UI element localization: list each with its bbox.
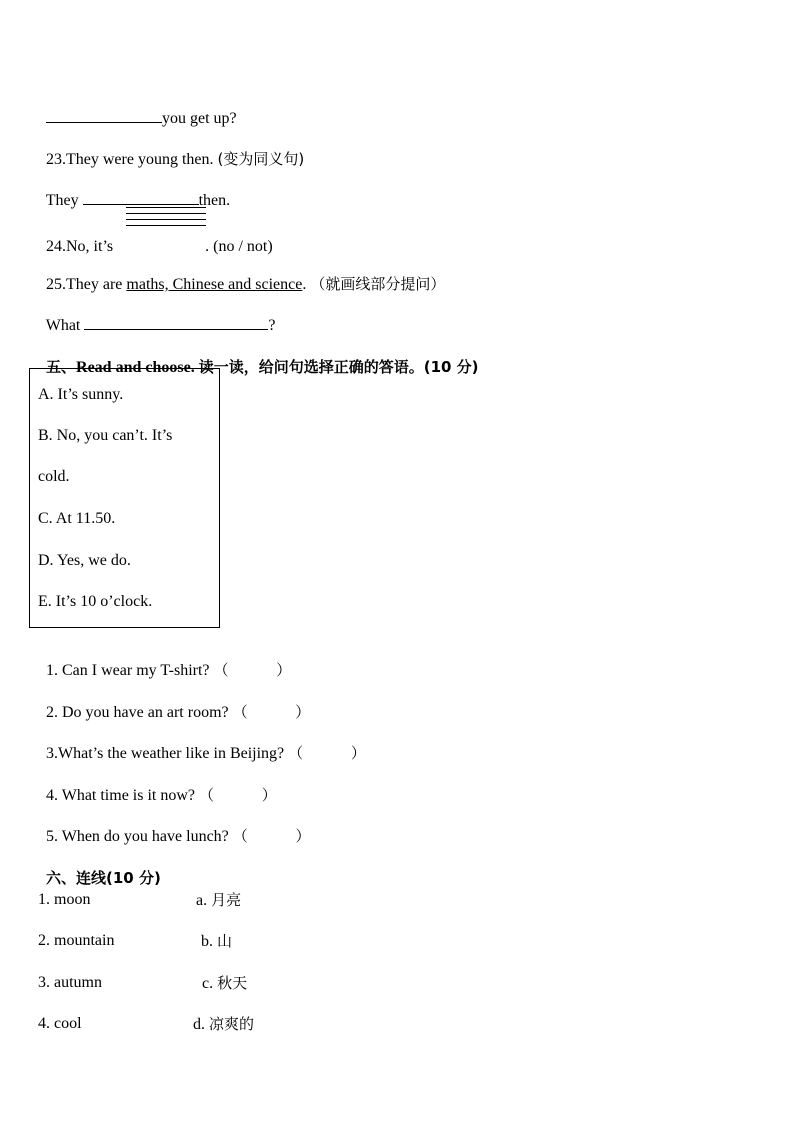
q25-answer-start: What xyxy=(45,317,81,334)
answer-paren[interactable]: （ ） xyxy=(232,827,311,845)
q23-answer-end: then. xyxy=(198,192,231,209)
match-left-2[interactable]: 2. mountain xyxy=(38,932,115,949)
q23-hint: (变为同义句) xyxy=(217,150,305,168)
match-meaning: 凉爽的 xyxy=(209,1015,255,1033)
option-b: B. No, you can’t. It’s xyxy=(38,427,173,444)
q23-text: 23.They were young then. xyxy=(46,151,214,168)
q24-text: 24.No, it’s xyxy=(46,238,114,255)
match-meaning: 秋天 xyxy=(217,974,248,992)
answer-paren[interactable]: （ ） xyxy=(199,786,277,804)
answer-blank[interactable] xyxy=(83,190,199,205)
question-text: 3.What’s the weather like in Beijing? xyxy=(46,745,285,762)
match-right-c[interactable] xyxy=(202,973,247,994)
answer-blank[interactable] xyxy=(84,315,268,330)
q22-text: you get up? xyxy=(162,110,237,127)
match-left-1[interactable]: 1. moon xyxy=(38,891,91,908)
question-text: 2. Do you have an art room? xyxy=(46,704,229,721)
answer-paren[interactable]: （ ） xyxy=(232,703,311,721)
match-left-3[interactable]: 3. autumn xyxy=(38,974,102,991)
match-label: b. xyxy=(201,933,213,950)
q24-options: . (no / not) xyxy=(205,238,273,255)
question-text: 4. What time is it now? xyxy=(46,787,196,804)
section6-heading xyxy=(38,848,161,889)
answer-paren[interactable]: （ ） xyxy=(288,744,366,762)
question-text: 1. Can I wear my T-shirt? xyxy=(46,662,210,679)
q22-line xyxy=(38,88,237,129)
q25-underlined: maths, Chinese and science xyxy=(126,276,303,293)
question-4 xyxy=(38,765,277,806)
match-left-4[interactable]: 4. cool xyxy=(38,1015,82,1032)
section6-title: 六、连线 xyxy=(46,869,107,887)
q23-prompt xyxy=(38,129,304,170)
q23-answer-line xyxy=(38,170,230,211)
question-5 xyxy=(38,806,310,847)
question-text: 5. When do you have lunch? xyxy=(46,828,229,845)
answer-lines[interactable] xyxy=(126,207,206,231)
option-d: D. Yes, we do. xyxy=(38,552,131,569)
match-meaning: 山 xyxy=(217,932,233,950)
match-right-d[interactable] xyxy=(193,1014,254,1035)
answer-paren[interactable]: （ ） xyxy=(213,661,292,679)
section5-number: 五、 xyxy=(46,358,77,376)
section5-score: (10 分) xyxy=(423,358,479,376)
match-right-b[interactable] xyxy=(201,931,232,952)
option-b-cont: cold. xyxy=(38,468,70,485)
section6-score: (10 分) xyxy=(106,869,161,887)
q23-answer-start: They xyxy=(45,192,79,209)
match-label: d. xyxy=(193,1016,205,1033)
option-e: E. It’s 10 o’clock. xyxy=(38,593,153,610)
q25-line xyxy=(38,254,445,295)
option-a: A. It’s sunny. xyxy=(38,386,124,403)
option-c: C. At 11.50. xyxy=(38,510,116,527)
q25-answer-end: ? xyxy=(268,317,276,334)
match-meaning: 月亮 xyxy=(211,891,242,909)
q25-text: 25.They are xyxy=(46,276,123,293)
question-1 xyxy=(38,640,291,681)
q25-period: . xyxy=(302,276,307,293)
q25-answer-line xyxy=(38,295,275,336)
section5-title-en: Read and choose. xyxy=(76,359,195,376)
question-3 xyxy=(38,723,366,764)
answer-blank[interactable] xyxy=(46,108,162,123)
match-right-a[interactable] xyxy=(196,890,241,911)
q25-hint: （就画线部分提问） xyxy=(310,275,446,293)
match-label: c. xyxy=(202,975,214,992)
match-label: a. xyxy=(196,892,208,909)
options-box xyxy=(29,368,220,628)
question-2 xyxy=(38,682,310,723)
section5-title-cn: 读一读，给问句选择正确的答语。 xyxy=(198,358,424,376)
